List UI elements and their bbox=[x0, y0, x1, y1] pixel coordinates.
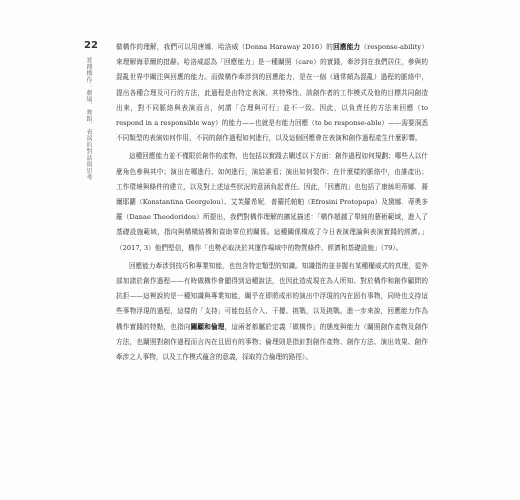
paragraph-2: 這種回應能力並不僅限於創作的產物，也包括以實踐去闡述以下方面：創作過程如何規劃；哪些人以什麼角色參與其中；演出在哪進行、如何進行，演給誰看；演出如何製作；在什麼樣的脈絡中，由誰產出；工作環境與條件的建立，以及對上述這些狀況的意涵負起責任。因此，「回應的」也包括了康絲坦蒂娜．蕎爾耶蘿（Konstantina Georgelou）、艾芙羅希妮．普羅托帕帕（Efrosini Protopapa）及黛娜．蒂奧多羅（Danae Theodoridou）所提出，我們對構作理解的擴延描述：「構作超越了單純的藝術範域，進入了基礎設施範域，指向與構構結構和資助單位的關係。這種關係構成了今日表演理論與表演實踐的經濟。」（2017, 3）他們堅信，構作「也勢必取決於其運作場域中的物質條件、經濟和基礎設施」（79）。 bbox=[116, 152, 428, 252]
paragraph-1 bbox=[116, 40, 428, 146]
body-text bbox=[116, 40, 428, 368]
page-number: 22 bbox=[84, 40, 98, 51]
paragraph-3-text-c: ，這兩者都屬於定義「做構作」的態度與能力（關照創作產物及創作方法，也關照對創作過程而言內在且固有的事物；倫理則是指針對創作產物、創作方法、演出效果、創作牽涉之人事物，以及工作模式蘊含的意義，採取符合倫理的路徑）。 bbox=[116, 322, 428, 362]
paragraph-1-text-a: 做構作的理解，我們可以用唐娜．哈洛威（Donna Haraway 2016）的 bbox=[116, 43, 334, 51]
emphasis-care-ethics: 關顧和倫理 bbox=[190, 322, 225, 331]
emphasis-response-ability: 回應能力 bbox=[333, 43, 361, 51]
page-margin bbox=[84, 40, 104, 181]
paragraph-1-text-c: （response-ability）來理解海菲爾的措辭。哈洛威認為「回應能力」是一種關照（care）的實踐，牽涉到在我們居住，參與的混亂世界中關注與回應的能力。而做構作牽涉到的回應能力，是在一個（通常頗為混亂）過程的脈絡中，提出各種合理及可行的方法，此過程是由特定表演、其特殊性、該創作者的工作模式及他的目標共同創造出來，對不同脈絡與表演而言，何謂「合理與可行」並不一致。因此，以負責任的方法來回應（to respond in a responsible way）的能力——也就是有能力回應（to be response-able）——需要洞悉不同類型的表演如何作用，不同的創作過程如何進行，以及這個回應會在表演和創作過程產生什麼影響。 bbox=[116, 43, 428, 143]
paragraph-3-text-a: 回應能力牽涉到技巧和專業知能，也包含特定類型的知識。知識指的並非握有某種權威式的真理，從外部加諸於創作過程——有時做構作會顯得到這種說法，也因此造成現在為人所知、對於構作和創作顧問的抗拒——這裡說的是一種知識與專業知能，關乎在即將成形的演出中浮現的內在固有事物，同時也支持這些事物浮現的過程，這樣的「支持」可能包括介入、干擾、挑戰，以及挑戰。進一步來說，回應能力作為構作實踐的特點，也指向 bbox=[116, 261, 428, 331]
running-head: 實踐構作：劇場、舞蹈、表演的對話與思考 bbox=[85, 57, 92, 181]
paragraph-3 bbox=[116, 259, 428, 365]
